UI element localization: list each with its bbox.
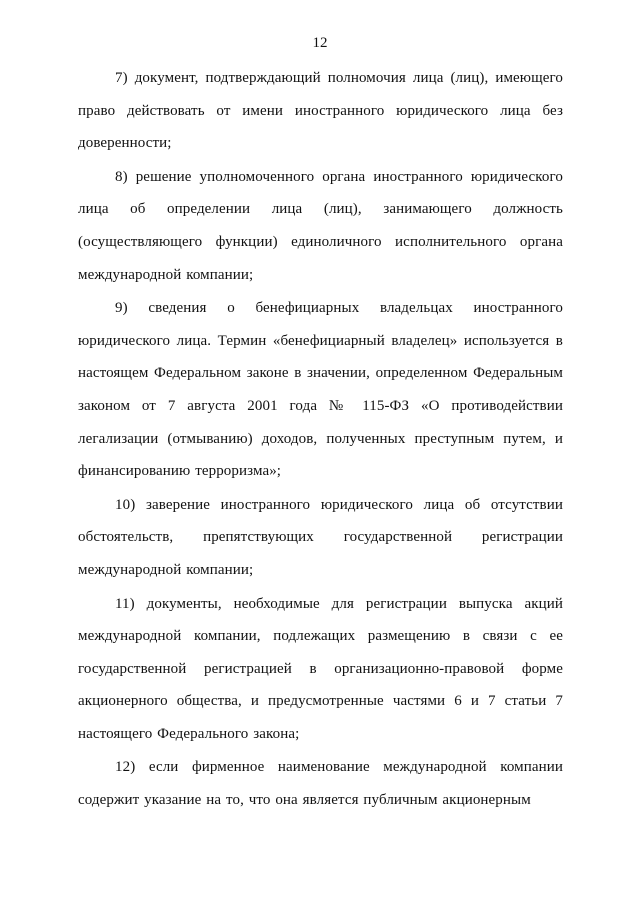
page-number: 12 [312, 35, 328, 51]
paragraph-item-7: 7) документ, подтверждающий полномочия лица (лиц), имеющего право действовать от имени иностранного юридического лица без доверенности; [78, 70, 563, 152]
paragraph-item-9: 9) сведения о бенефициарных владельцах иностранного юридического лица. Термин «бенефициарный владелец» используется в настоящем Федеральном законе в значении, определенном Федеральным законом от 7 августа 2001 года № 115-ФЗ «О противодействии легализации (отмыванию) доходов, полученных преступным путем, и финансированию терроризма»; [78, 300, 563, 480]
paragraph-item-8: 8) решение уполномоченного органа иностранного юридического лица об определении лица (лиц), занимающего должность (осуществляющего функции) единоличного исполнительного органа международной компании; [78, 168, 563, 283]
paragraph-item-12: 12) если фирменное наименование международной компании содержит указание на то, что она является публичным акционерным [78, 759, 563, 809]
document-body [78, 62, 563, 818]
paragraph-item-11: 11) документы, необходимые для регистрации выпуска акций международной компании, подлежащих размещению в связи с ее государственной регистрацией в организационно-правовой форме акционерного общества, и предусмотренные частями 6 и 7 статьи 7 настоящего Федерального закона; [78, 595, 563, 742]
paragraph-item-10: 10) заверение иностранного юридического лица об отсутствии обстоятельств, препятствующих государственной регистрации международной компании; [78, 496, 563, 578]
